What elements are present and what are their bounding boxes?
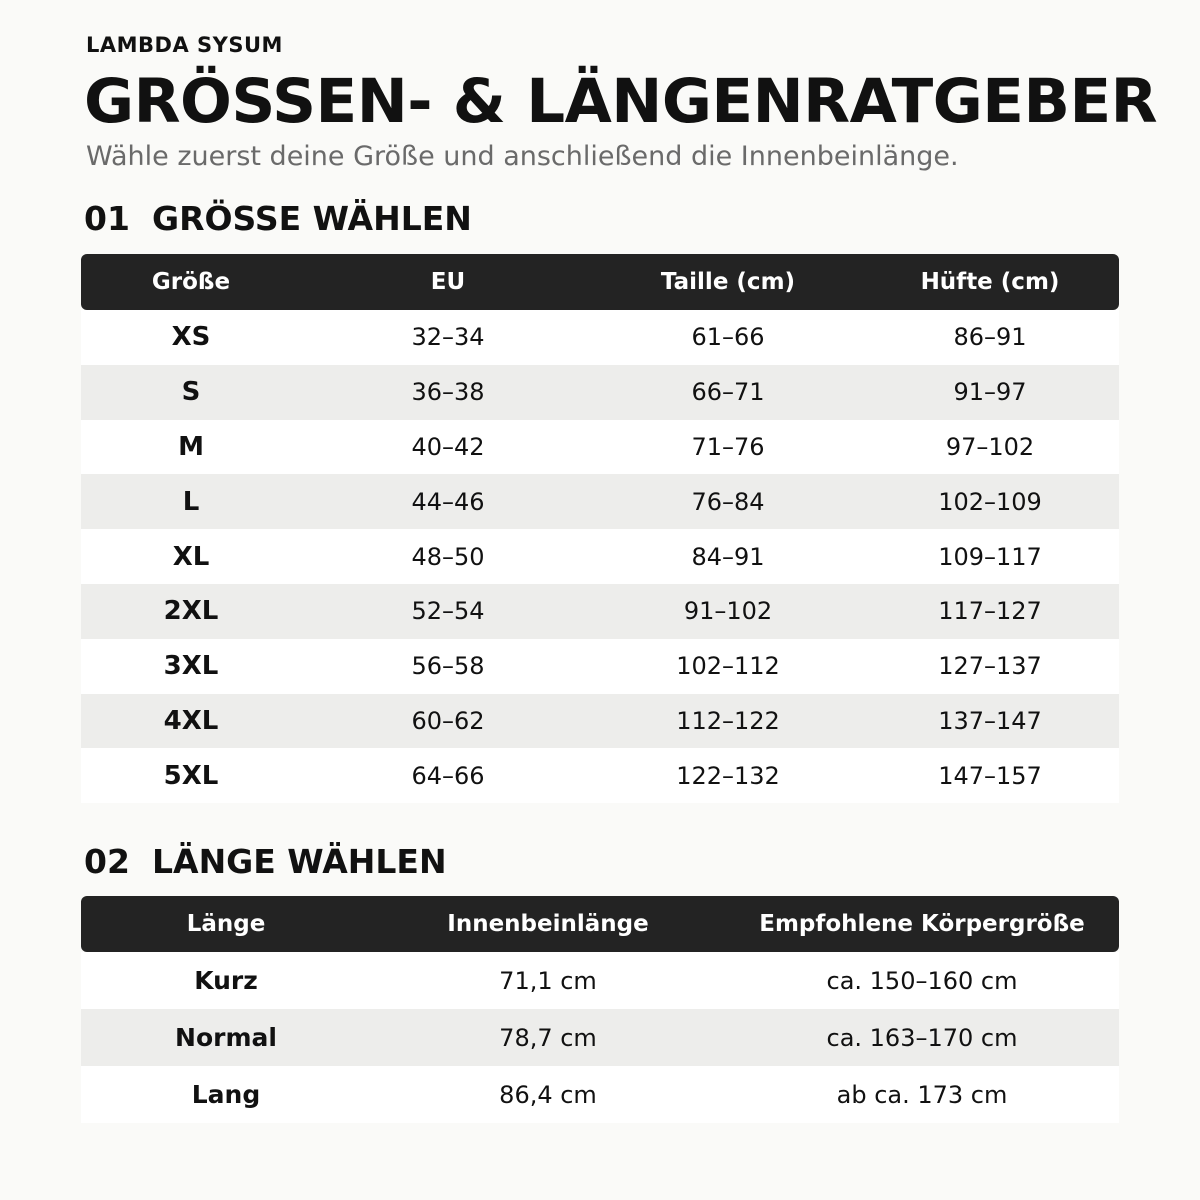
row-label: Lang xyxy=(191,1080,261,1109)
table-cell: 122–132 xyxy=(676,761,780,790)
brand-name: LAMBDA SYSUM xyxy=(86,33,283,57)
table-row xyxy=(81,584,1119,639)
section-number: 01 xyxy=(84,199,130,238)
section-title: GRÖSSE WÄHLEN xyxy=(152,199,472,238)
page-title: GRÖSSEN- & LÄNGENRATGEBER xyxy=(84,66,1158,137)
table-cell: 84–91 xyxy=(691,542,765,571)
table-cell: 60–62 xyxy=(411,706,485,735)
table-row xyxy=(81,694,1119,749)
table-body xyxy=(81,952,1119,1123)
row-label: L xyxy=(182,486,200,517)
table-cell: 117–127 xyxy=(938,597,1042,626)
table-body xyxy=(81,310,1119,803)
table-cell: 52–54 xyxy=(411,597,485,626)
table-header xyxy=(81,896,1119,952)
length-section-heading xyxy=(84,842,447,881)
table-cell: 71–76 xyxy=(691,432,765,461)
column-header: Innenbeinlänge xyxy=(447,911,649,937)
column-header: EU xyxy=(430,269,466,295)
length-table xyxy=(81,896,1119,1123)
table-cell: 32–34 xyxy=(411,323,485,352)
column-header: Empfohlene Körpergröße xyxy=(759,911,1085,937)
table-cell: 44–46 xyxy=(411,487,485,516)
column-header: Hüfte (cm) xyxy=(920,269,1060,295)
table-cell: 102–112 xyxy=(676,652,780,681)
table-cell: 36–38 xyxy=(411,378,485,407)
row-label: 5XL xyxy=(163,760,219,791)
table-cell: 102–109 xyxy=(938,487,1042,516)
row-label: M xyxy=(178,431,204,462)
row-label: S xyxy=(181,377,201,408)
column-header: Größe xyxy=(151,269,231,295)
table-cell: 76–84 xyxy=(691,487,765,516)
table-row xyxy=(81,748,1119,803)
table-row xyxy=(81,952,1119,1009)
table-cell: 86–91 xyxy=(953,323,1027,352)
table-row xyxy=(81,1009,1119,1066)
table-row xyxy=(81,420,1119,475)
size-section-heading xyxy=(84,199,472,238)
table-cell: 71,1 cm xyxy=(499,966,597,995)
table-row xyxy=(81,474,1119,529)
row-label: XL xyxy=(172,541,210,572)
row-label: Normal xyxy=(175,1023,277,1052)
table-cell: 61–66 xyxy=(691,323,765,352)
table-cell: 56–58 xyxy=(411,652,485,681)
table-cell: 147–157 xyxy=(938,761,1042,790)
table-cell: 78,7 cm xyxy=(499,1023,597,1052)
row-label: 2XL xyxy=(163,596,219,627)
row-label: Kurz xyxy=(194,966,258,995)
table-cell: 109–117 xyxy=(938,542,1042,571)
table-cell: ab ca. 173 cm xyxy=(836,1080,1008,1109)
table-cell: 66–71 xyxy=(691,378,765,407)
table-cell: 40–42 xyxy=(411,432,485,461)
section-title: LÄNGE WÄHLEN xyxy=(152,842,447,881)
table-row xyxy=(81,1066,1119,1123)
table-cell: 64–66 xyxy=(411,761,485,790)
table-cell: 112–122 xyxy=(676,706,780,735)
table-cell: 91–102 xyxy=(683,597,773,626)
table-row xyxy=(81,365,1119,420)
table-row xyxy=(81,639,1119,694)
column-header: Taille (cm) xyxy=(660,269,796,295)
table-cell: 48–50 xyxy=(411,542,485,571)
table-row xyxy=(81,529,1119,584)
row-label: XS xyxy=(171,322,211,353)
section-number: 02 xyxy=(84,842,130,881)
table-cell: 91–97 xyxy=(953,378,1027,407)
page-subtitle: Wähle zuerst deine Größe und anschließend die Innenbeinlänge. xyxy=(86,141,959,172)
table-row xyxy=(81,310,1119,365)
table-cell: 127–137 xyxy=(938,652,1042,681)
row-label: 3XL xyxy=(163,651,219,682)
table-header xyxy=(81,254,1119,310)
table-cell: ca. 150–160 cm xyxy=(826,966,1018,995)
table-cell: 137–147 xyxy=(938,706,1042,735)
column-header: Länge xyxy=(186,911,266,937)
table-cell: 86,4 cm xyxy=(499,1080,597,1109)
table-cell: ca. 163–170 cm xyxy=(826,1023,1018,1052)
size-table xyxy=(81,254,1119,803)
table-cell: 97–102 xyxy=(945,432,1035,461)
row-label: 4XL xyxy=(163,705,219,736)
